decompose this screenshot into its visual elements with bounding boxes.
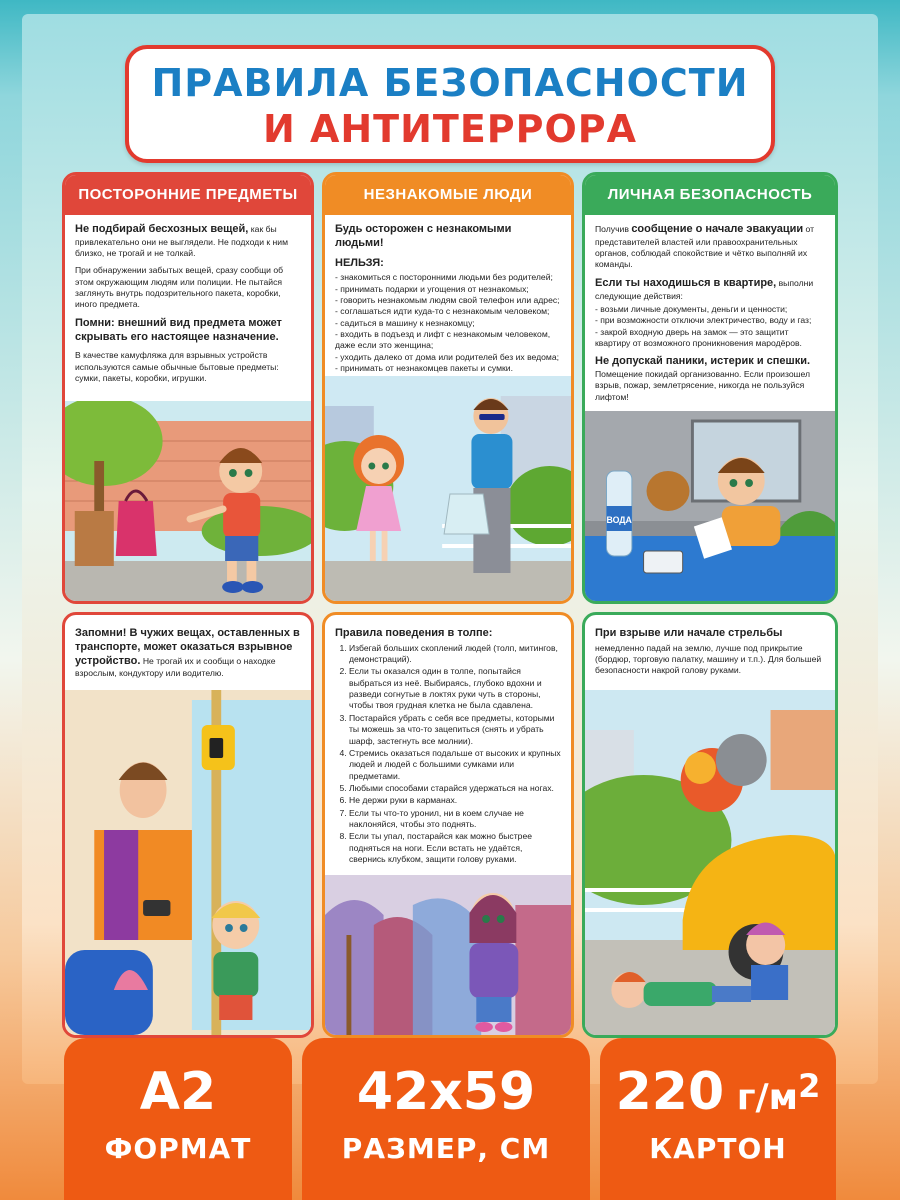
action-list	[595, 304, 825, 349]
rule-list	[335, 272, 561, 374]
badge-label: РАЗМЕР, СМ	[341, 1132, 551, 1165]
panel-transport	[62, 612, 314, 1038]
badge-size	[302, 1038, 590, 1200]
title-line-2: И АНТИТЕРРОРА	[262, 107, 638, 151]
text-body: В качестве камуфляжа для взрывных устройств используются самые обычные бытовые предметы: сумки, пакеты, коробки, игрушки.	[75, 350, 279, 383]
list-item: 2. Если ты оказался один в толпе, попытайся выбраться из неё. Выбираясь, глубоко вдохни и разведи согнутые в локтях руки чуть в стороны, чтобы твоя грудная клетка не была сдавлена.	[349, 666, 561, 711]
text-body: как бы привлекательно они не выглядели. Не подходи к ним близко, не трогай и не толкай.	[75, 224, 288, 259]
panel-personal-safety	[582, 172, 838, 604]
illustration-girl-crowd	[325, 875, 571, 1035]
illustration-bus	[65, 690, 311, 1035]
panel-text	[65, 215, 311, 384]
list-item: 7. Если ты что-то уронил, ни в коем случае не наклоняйся, чтобы это поднять.	[349, 808, 561, 831]
panel-explosion	[582, 612, 838, 1038]
text-body: Получив	[595, 224, 632, 234]
text-lead: Будь осторожен с незнакомыми людьми!	[335, 223, 512, 249]
badge-number: 220	[615, 1062, 725, 1122]
text-subhead: НЕЛЬЗЯ:	[335, 256, 384, 269]
text-lead: Помни: внешний вид предмета может скрывать его настоящее назначение.	[75, 316, 282, 343]
text-body: выполни следующие действия:	[595, 277, 814, 301]
poster-title	[125, 45, 775, 163]
list-item: 8. Если ты упал, постарайся как можно быстрее подняться на ноги. Если встать не удаётся, свернись клубком, защити голову руками.	[349, 831, 561, 865]
list-item: - знакомиться с посторонними людьми без родителей;	[335, 272, 561, 283]
list-item: - при возможности отключи электричество, воду и газ;	[595, 315, 825, 326]
illustration-explosion	[585, 690, 835, 1035]
text-body: Помещение покидай организованно. Если произошел взрыв, пожар, землетрясение, никогда не пользуйся лифтом!	[595, 369, 811, 402]
badge-value: A2	[139, 1062, 217, 1122]
illustration-girl-stranger	[325, 376, 571, 601]
list-item: 3. Постарайся убрать с себя все предметы, которыми ты можешь за что-то зацепиться (снять и убрать шарф, застегнуть все молнии).	[349, 713, 561, 747]
bottle-label: ВОДА	[606, 514, 632, 526]
panel-header: ЛИЧНАЯ БЕЗОПАСНОСТЬ	[585, 175, 835, 215]
text-body: При обнаружении забытых вещей, сразу сообщи об этом окружающим людям или полиции. Не пытайся заглянуть внутрь подозрительного пакета, коробки, иного предмета.	[75, 265, 284, 310]
list-item: 6. Не держи руки в карманах.	[349, 795, 561, 806]
panel-text	[585, 615, 835, 677]
list-item: - принимать от незнакомцев пакеты и сумки.	[335, 363, 561, 374]
list-item: - садиться в машину к незнакомцу;	[335, 318, 561, 329]
panel-text	[65, 615, 311, 680]
text-lead: Не подбирай бесхозных вещей,	[75, 223, 249, 235]
list-item: - говорить незнакомым людям свой телефон или адрес;	[335, 295, 561, 306]
badge-unit: г/м	[724, 1077, 799, 1118]
title-line-1: ПРАВИЛА БЕЗОПАСНОСТИ	[151, 61, 749, 105]
list-item: - принимать подарки и угощения от незнакомых;	[335, 284, 561, 295]
list-item: 4. Стремись оказаться подальше от высоких и крупных людей и людей с большими сумками или предметами.	[349, 748, 561, 782]
list-item: 5. Любыми способами старайся удержаться на ногах.	[349, 783, 561, 794]
spec-badges	[0, 1038, 900, 1200]
list-item: - закрой входную дверь на замок — это защитит квартиру от возможного проникновения мародёров.	[595, 327, 825, 350]
badge-value: 42x59	[356, 1062, 536, 1122]
list-item: - соглашаться идти куда-то с незнакомым человеком;	[335, 306, 561, 317]
text-lead: Не допускай паники, истерик и спешки.	[595, 355, 811, 368]
badge-label: КАРТОН	[649, 1132, 787, 1165]
text-lead: сообщение о начале эвакуации	[631, 223, 804, 235]
panel-header: НЕЗНАКОМЫЕ ЛЮДИ	[325, 175, 571, 215]
list-item: - уходить далеко от дома или родителей без их ведома;	[335, 352, 561, 363]
text-body: Не трогай их и сообщи о находке взрослым, кондуктору или водителю.	[75, 655, 276, 679]
panel-text	[585, 215, 835, 403]
panel-crowd	[322, 612, 574, 1038]
text-body: от представителей властей или правоохранительных органов, соблюдай спокойствие и чётко выполняй их команды.	[595, 224, 815, 270]
badge-label: ФОРМАТ	[104, 1132, 252, 1165]
text-body: немедленно падай на землю, лучше под прикрытие (бордюр, торговую палатку, машину и т.п.). Для большей безопасности накрой голову руками.	[595, 642, 822, 676]
badge-material	[600, 1038, 836, 1200]
list-item: 1. Избегай больших скоплений людей (толп, митингов, демонстраций).	[349, 643, 561, 666]
list-item: - входить в подъезд и лифт с незнакомым человеком, даже если это женщина;	[335, 329, 561, 352]
panel-text	[325, 615, 571, 865]
crowd-rules-list	[335, 643, 561, 866]
illustration-boy-documents	[585, 411, 835, 601]
panel-strangers	[322, 172, 574, 604]
text-lead: Если ты находишься в квартире,	[595, 276, 777, 289]
badge-format	[64, 1038, 292, 1200]
illustration-boy-bag	[65, 401, 311, 601]
badge-value	[600, 1062, 836, 1122]
text-lead: Правила поведения в толпе:	[335, 627, 493, 639]
panel-header: ПОСТОРОННИЕ ПРЕДМЕТЫ	[65, 175, 311, 215]
panel-text	[325, 215, 571, 374]
badge-unit-sup: 2	[798, 1067, 821, 1105]
text-lead: Запомни! В чужих вещах, оставленных в транспорте, может оказаться взрывное устройство.	[75, 627, 300, 667]
list-item: - возьми личные документы, деньги и ценности;	[595, 304, 825, 315]
text-lead: При взрыве или начале стрельбы	[595, 627, 783, 639]
panel-foreign-objects	[62, 172, 314, 604]
